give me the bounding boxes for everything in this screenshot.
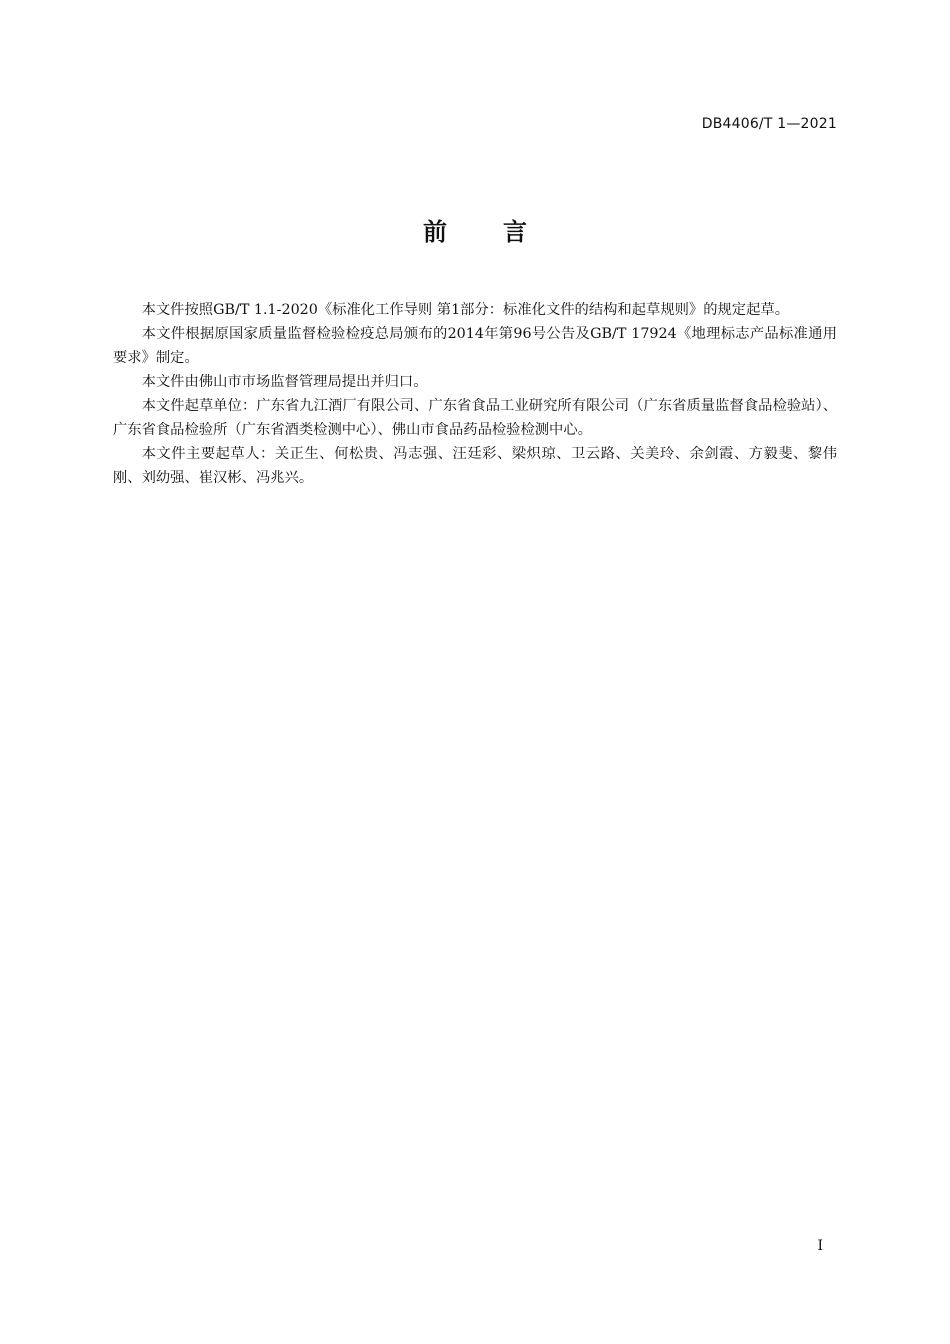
paragraph-proposer: 本文件由佛山市市场监督管理局提出并归口。 <box>141 374 428 390</box>
paragraph-drafting-rules: 本文件按照GB/T 1.1-2020《标准化工作导则 第1部分：标准化文件的结构和起草规则》的规定起草。 <box>141 302 789 318</box>
paragraph-drafting-units: 本文件起草单位：广东省九江酒厂有限公司、广东省食品工业研究所有限公司（广东省质量监督食品检验站）、广东省食品检验所（广东省酒类检测中心）、佛山市食品药品检验检测中心。 <box>113 398 837 438</box>
title-char-1: 前 <box>423 218 447 246</box>
page-title <box>0 212 950 247</box>
page-number: I <box>817 1238 823 1254</box>
title-char-2: 言 <box>503 218 527 246</box>
document-code: DB4406/T 1—2021 <box>701 116 837 132</box>
paragraph-basis: 本文件根据原国家质量监督检验检疫总局颁布的2014年第96号公告及GB/T 17924《地理标志产品标准通用要求》制定。 <box>113 326 837 366</box>
foreword-body <box>113 298 837 490</box>
paragraph-drafters: 本文件主要起草人：关正生、何松贵、冯志强、汪廷彩、梁炽琼、卫云路、关美玲、余剑霞、方毅斐、黎伟刚、刘幼强、崔汉彬、冯兆兴。 <box>113 446 837 486</box>
